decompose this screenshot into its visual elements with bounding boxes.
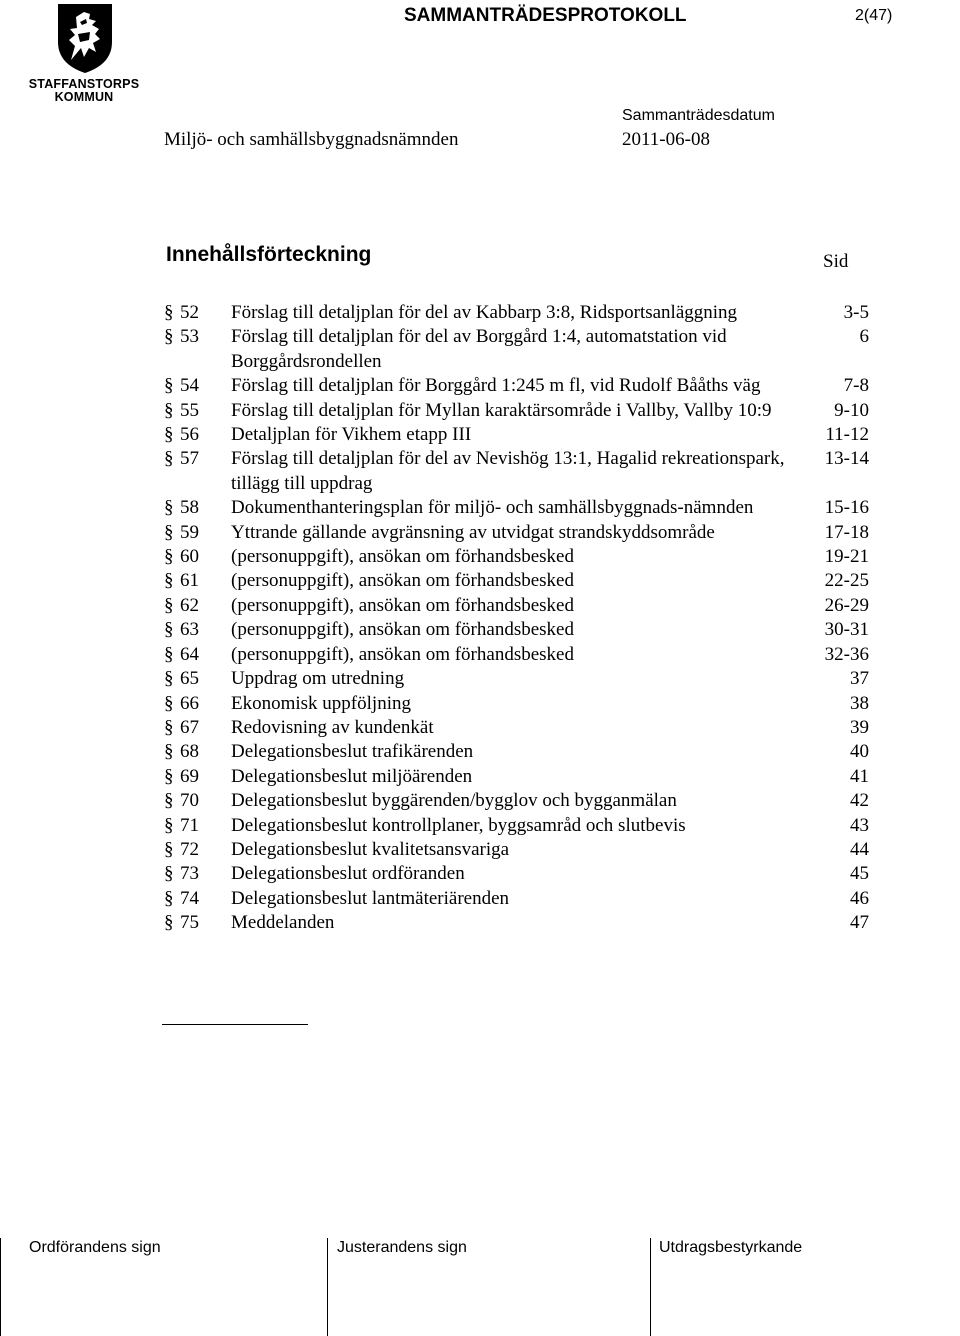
section-symbol: § (164, 887, 174, 909)
toc-item-number: 63 (180, 619, 199, 641)
adjuster-signature-label: Justerandens sign (337, 1239, 467, 1256)
section-symbol: § (164, 594, 174, 616)
toc-row (164, 838, 874, 862)
toc-item-page: 42 (850, 790, 869, 812)
coat-of-arms-icon (56, 2, 114, 74)
toc-item-page: 9-10 (834, 399, 869, 421)
toc-item-page: 19-21 (824, 546, 869, 568)
toc-item-number: 59 (180, 521, 199, 543)
toc-row (164, 545, 874, 569)
section-symbol: § (164, 863, 174, 885)
toc-row (164, 911, 874, 935)
toc-item-title: Delegationsbeslut trafikärenden (231, 741, 474, 763)
section-symbol: § (164, 399, 174, 421)
section-symbol: § (164, 521, 174, 543)
toc-title: Innehållsförteckning (166, 243, 372, 266)
toc-item-title: Förslag till detaljplan för Borggård 1:245 m fl, vid Rudolf Bååths väg (231, 375, 761, 397)
meeting-date-label: Sammanträdesdatum (622, 107, 775, 124)
toc-item-number: 52 (180, 302, 199, 323)
toc-item-number: 54 (180, 375, 199, 397)
toc-item-page: 15-16 (824, 497, 869, 519)
toc-item-page: 44 (850, 838, 869, 860)
toc-item-number: 60 (180, 546, 199, 568)
section-symbol: § (164, 302, 174, 323)
toc-row (164, 521, 874, 545)
toc-row (164, 667, 874, 691)
section-symbol: § (164, 448, 174, 470)
toc-item-page: 17-18 (824, 521, 869, 543)
toc-item-number: 67 (180, 716, 199, 738)
toc-item-page: 46 (850, 887, 869, 909)
section-symbol: § (164, 668, 174, 690)
section-symbol: § (164, 375, 174, 397)
toc-item-page: 40 (850, 741, 869, 763)
toc-item-number: 75 (180, 912, 199, 934)
municipality-logo (28, 2, 140, 104)
toc-item-page: 30-31 (824, 619, 869, 641)
toc-row (164, 325, 874, 374)
toc-row (164, 423, 874, 447)
section-symbol: § (164, 716, 174, 738)
chair-signature-label: Ordförandens sign (29, 1239, 161, 1256)
toc-row (164, 692, 874, 716)
toc-item-number: 74 (180, 887, 199, 909)
toc-item-title: Detaljplan för Vikhem etapp III (231, 424, 472, 446)
toc-item-title: Förslag till detaljplan för del av Nevishög 13:1, Hagalid rekreationspark, tillägg till uppdrag (231, 448, 785, 494)
toc-item-title: Redovisning av kundenkät (231, 716, 434, 738)
section-symbol: § (164, 814, 174, 836)
toc-row (164, 447, 874, 496)
toc-item-title: Delegationsbeslut kontrollplaner, byggsamråd och slutbevis (231, 814, 686, 836)
meeting-date-value: 2011-06-08 (622, 129, 710, 150)
toc-item-number: 57 (180, 448, 199, 470)
toc-item-number: 56 (180, 424, 199, 446)
toc-item-number: 61 (180, 570, 199, 592)
document-type-title: SAMMANTRÄDESPROTOKOLL (404, 5, 687, 26)
page-number: 2(47) (855, 7, 893, 24)
footer-divider (650, 1238, 651, 1336)
toc-item-title: Meddelanden (231, 912, 335, 934)
toc-row (164, 618, 874, 642)
toc-item-number: 73 (180, 863, 199, 885)
toc-item-number: 70 (180, 790, 199, 812)
toc-item-page: 47 (850, 912, 869, 934)
section-symbol: § (164, 912, 174, 934)
toc-row (164, 789, 874, 813)
toc-item-title: (personuppgift), ansökan om förhandsbesked (231, 619, 574, 641)
toc-item-number: 55 (180, 399, 199, 421)
toc-item-number: 58 (180, 497, 199, 519)
toc-item-title: Delegationsbeslut kvalitetsansvariga (231, 838, 510, 860)
toc-list (164, 301, 874, 936)
toc-item-title: Dokumenthanteringsplan för miljö- och samhällsbyggnads-nämnden (231, 497, 754, 519)
toc-item-title: Delegationsbeslut lantmäteriärenden (231, 887, 510, 909)
toc-item-title: (personuppgift), ansökan om förhandsbesked (231, 594, 574, 616)
toc-item-title: Förslag till detaljplan för del av Kabbarp 3:8, Ridsportsanläggning (231, 302, 738, 323)
toc-item-title: (personuppgift), ansökan om förhandsbesked (231, 643, 574, 665)
toc-item-page: 3-5 (843, 302, 869, 323)
toc-row (164, 594, 874, 618)
section-symbol: § (164, 765, 174, 787)
toc-page-column-header: Sid (823, 251, 849, 272)
toc-row (164, 569, 874, 593)
toc-item-number: 68 (180, 741, 199, 763)
toc-item-page: 6 (859, 326, 869, 348)
toc-item-title: (personuppgift), ansökan om förhandsbesked (231, 570, 574, 592)
toc-item-number: 53 (180, 326, 199, 348)
toc-item-page: 26-29 (824, 594, 869, 616)
toc-row (164, 887, 874, 911)
toc-item-page: 45 (850, 863, 869, 885)
toc-item-title: Förslag till detaljplan för Myllan karaktärsområde i Vallby, Vallby 10:9 (231, 399, 772, 421)
section-symbol: § (164, 643, 174, 665)
municipality-name-line2: KOMMUN (54, 90, 114, 104)
toc-row (164, 399, 874, 423)
toc-item-page: 43 (850, 814, 869, 836)
toc-item-title: (personuppgift), ansökan om förhandsbesked (231, 546, 574, 568)
toc-row (164, 740, 874, 764)
section-symbol: § (164, 790, 174, 812)
toc-item-number: 64 (180, 643, 199, 665)
toc-row (164, 765, 874, 789)
toc-item-title: Uppdrag om utredning (231, 668, 405, 690)
extract-certification-label: Utdragsbestyrkande (659, 1239, 803, 1256)
section-symbol: § (164, 741, 174, 763)
toc-row (164, 374, 874, 398)
toc-row (164, 496, 874, 520)
toc-item-title: Yttrande gällande avgränsning av utvidgat strandskyddsområde (231, 521, 715, 543)
toc-item-number: 69 (180, 765, 199, 787)
toc-item-page: 11-12 (825, 424, 869, 446)
toc-item-title: Ekonomisk uppföljning (231, 692, 411, 714)
toc-item-title: Delegationsbeslut ordföranden (231, 863, 465, 885)
toc-item-number: 65 (180, 668, 199, 690)
toc-row (164, 643, 874, 667)
section-symbol: § (164, 497, 174, 519)
section-symbol: § (164, 546, 174, 568)
toc-item-page: 13-14 (824, 448, 869, 470)
toc-item-page: 37 (850, 668, 869, 690)
toc-item-number: 72 (180, 838, 199, 860)
toc-item-number: 62 (180, 594, 199, 616)
section-symbol: § (164, 838, 174, 860)
toc-item-title: Förslag till detaljplan för del av Borggård 1:4, automatstation vid Borggårdsrondellen (231, 326, 727, 372)
toc-row (164, 814, 874, 838)
toc-item-page: 41 (850, 765, 869, 787)
toc-row (164, 716, 874, 740)
section-symbol: § (164, 570, 174, 592)
footer-divider (327, 1238, 328, 1336)
toc-item-number: 66 (180, 692, 199, 714)
toc-item-number: 71 (180, 814, 199, 836)
section-symbol: § (164, 619, 174, 641)
section-symbol: § (164, 692, 174, 714)
toc-item-page: 22-25 (824, 570, 869, 592)
toc-row (164, 862, 874, 886)
toc-row (164, 301, 874, 325)
municipality-name-line1: STAFFANSTORPS (28, 77, 140, 91)
section-symbol: § (164, 326, 174, 348)
toc-item-title: Delegationsbeslut byggärenden/bygglov och bygganmälan (231, 790, 677, 812)
toc-item-title: Delegationsbeslut miljöärenden (231, 765, 473, 787)
section-symbol: § (164, 424, 174, 446)
committee-name: Miljö- och samhällsbyggnadsnämnden (164, 129, 459, 150)
footer-divider (0, 1238, 1, 1336)
toc-item-page: 32-36 (824, 643, 869, 665)
toc-item-page: 38 (850, 692, 869, 714)
toc-item-page: 39 (850, 716, 869, 738)
toc-item-page: 7-8 (843, 375, 869, 397)
end-rule (162, 1024, 308, 1025)
